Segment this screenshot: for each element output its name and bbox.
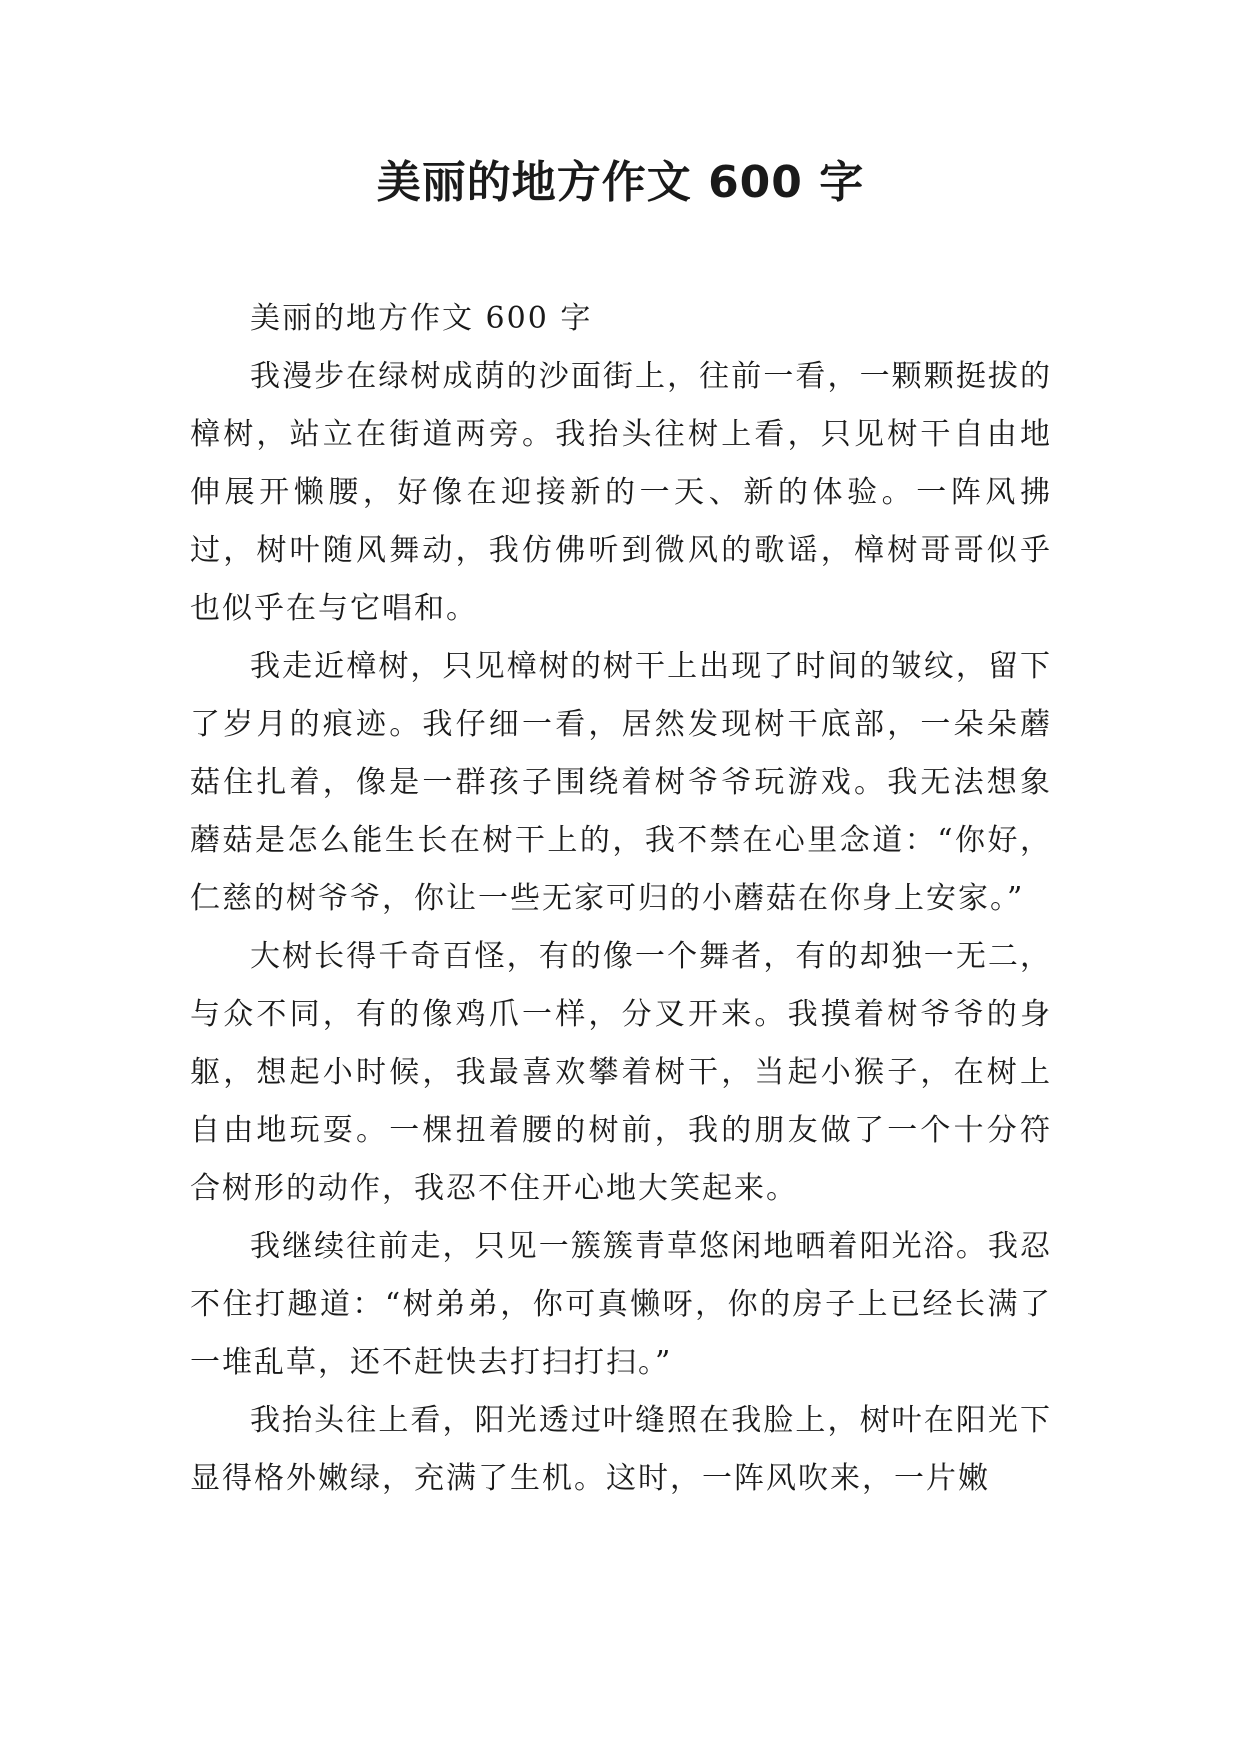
paragraph: 我走近樟树，只见樟树的树干上出现了时间的皱纹，留下了岁月的痕迹。我仔细一看，居然发现树干底部，一朵朵蘑菇住扎着，像是一群孩子围绕着树爷爷玩游戏。我无法想象蘑菇是怎么能生长在树干上的，我不禁在心里念道：“你好，仁慈的树爷爷，你让一些无家可归的小蘑菇在你身上安家。” (190, 649, 1052, 916)
paragraph: 我继续往前走，只见一簇簇青草悠闲地晒着阳光浴。我忍不住打趣道：“树弟弟，你可真懒呀，你的房子上已经长满了一堆乱草，还不赶快去打扫打扫。” (190, 1229, 1052, 1380)
paragraph: 我抬头往上看，阳光透过叶缝照在我脸上，树叶在阳光下显得格外嫩绿，充满了生机。这时，一阵风吹来，一片嫩 (190, 1403, 1052, 1496)
paragraph: 大树长得千奇百怪，有的像一个舞者，有的却独一无二，与众不同，有的像鸡爪一样，分叉开来。我摸着树爷爷的身躯，想起小时候，我最喜欢攀着树干，当起小猴子，在树上自由地玩耍。一棵扭着腰的树前，我的朋友做了一个十分符合树形的动作，我忍不住开心地大笑起来。 (190, 939, 1052, 1206)
paragraph-subtitle: 美丽的地方作文 600 字 (250, 301, 593, 336)
paragraph: 我漫步在绿树成荫的沙面街上，往前一看，一颗颗挺拔的樟树，站立在街道两旁。我抬头往树上看，只见树干自由地伸展开懒腰，好像在迎接新的一天、新的体验。一阵风拂过，树叶随风舞动，我仿佛听到微风的歌谣，樟树哥哥似乎也似乎在与它唱和。 (190, 359, 1052, 626)
document-body (190, 290, 1052, 1508)
document-title: 美丽的地方作文 600 字 (376, 157, 865, 208)
